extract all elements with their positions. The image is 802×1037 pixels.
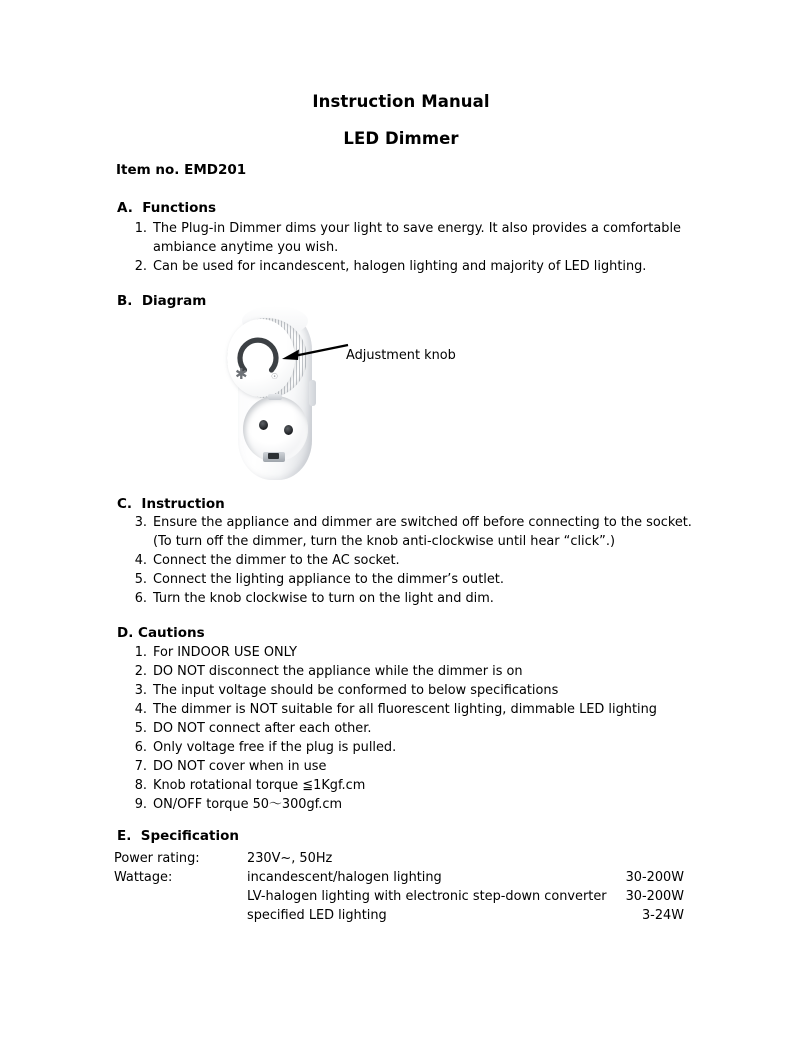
callout-arrow-icon [278,340,350,366]
list-item-number: 3. [134,515,147,530]
specification-table [114,849,684,925]
list-item-number: 1. [134,645,147,660]
list-item [117,681,697,700]
product-diagram [200,300,520,490]
section-heading-functions: A. Functions [117,200,217,216]
socket-pin-hole-right [284,425,293,435]
list-item-text: The dimmer is NOT suitable for all fluorescent lighting, dimmable LED lighting [153,702,657,717]
list-item [117,589,697,608]
dimmer-device-illustration [218,304,324,482]
spec-label: Wattage: [114,870,173,885]
spec-description: incandescent/halogen lighting [247,870,442,885]
list-item-number: 3. [134,683,147,698]
schuko-socket [243,396,308,462]
spec-description: LV-halogen lighting with electronic step-down converter [247,889,607,904]
list-item-text: The Plug-in Dimmer dims your light to save energy. It also provides a comfortable ambiance anytime you wish. [153,221,681,255]
page-title: Instruction Manual [312,92,490,111]
spec-row [114,906,684,925]
list-item-number: 8. [134,778,147,793]
spec-row [114,849,684,868]
cautions-list [117,643,697,814]
list-item [117,513,697,551]
section-heading-cautions: D. Cautions [117,625,205,641]
earth-clip-bottom [263,452,285,462]
list-item-text: Knob rotational torque ≦1Kgf.cm [153,778,366,793]
list-item [117,257,697,276]
list-item-text: DO NOT disconnect the appliance while the dimmer is on [153,664,523,679]
socket-pin-hole-left [259,420,268,430]
spec-row [114,868,684,887]
list-item-number: 5. [134,721,147,736]
list-item [117,662,697,681]
list-item-number: 1. [134,221,147,236]
item-number: Item no. EMD201 [116,162,247,178]
list-item [117,719,697,738]
instruction-list [117,513,697,608]
sun-asterisk-icon: ✱ [235,365,248,383]
list-item-text: Can be used for incandescent, halogen lighting and majority of LED lighting. [153,259,647,274]
list-item-number: 6. [134,740,147,755]
section-heading-instruction: C. Instruction [117,496,225,512]
list-item-text: Connect the dimmer to the AC socket. [153,553,400,568]
list-item [117,738,697,757]
list-item-number: 2. [134,664,147,679]
spec-value: 30-200W [625,870,684,885]
list-item-number: 4. [134,702,147,717]
list-item [117,219,697,257]
spec-value: 3-24W [641,908,684,923]
list-item [117,551,697,570]
list-item [117,776,697,795]
list-item-text: DO NOT connect after each other. [153,721,372,736]
spec-description: specified LED lighting [247,908,387,923]
earth-clip-top [268,394,282,400]
spec-description: 230V~, 50Hz [247,851,333,866]
list-item [117,570,697,589]
functions-list [117,219,697,276]
list-item-text: Only voltage free if the plug is pulled. [153,740,397,755]
list-item [117,700,697,719]
list-item-number: 2. [134,259,147,274]
list-item-text: Ensure the appliance and dimmer are switched off before connecting to the socket. (To turn off the dimmer, turn the knob anti-clockwise until hear “click”.) [153,515,692,549]
list-item [117,795,697,814]
list-item-text: The input voltage should be conformed to below specifications [153,683,559,698]
small-circle-icon: ☉ [271,372,279,381]
list-item-number: 6. [134,591,147,606]
section-heading-diagram: B. Diagram [117,293,207,309]
page-subtitle: LED Dimmer [343,129,459,148]
spec-row [114,887,684,906]
spec-label: Power rating: [114,851,200,866]
list-item-text: For INDOOR USE ONLY [153,645,297,660]
list-item-number: 5. [134,572,147,587]
list-item-number: 9. [134,797,147,812]
list-item-number: 7. [134,759,147,774]
section-heading-specification: E. Specification [117,828,240,844]
list-item-text: ON/OFF torque 50～300gf.cm [153,797,343,812]
list-item [117,643,697,662]
list-item-number: 4. [134,553,147,568]
list-item [117,757,697,776]
list-item-text: Turn the knob clockwise to turn on the light and dim. [153,591,494,606]
callout-label-adjustment-knob: Adjustment knob [346,348,456,363]
list-item-text: Connect the lighting appliance to the dimmer’s outlet. [153,572,504,587]
list-item-text: DO NOT cover when in use [153,759,327,774]
spec-value: 30-200W [625,889,684,904]
